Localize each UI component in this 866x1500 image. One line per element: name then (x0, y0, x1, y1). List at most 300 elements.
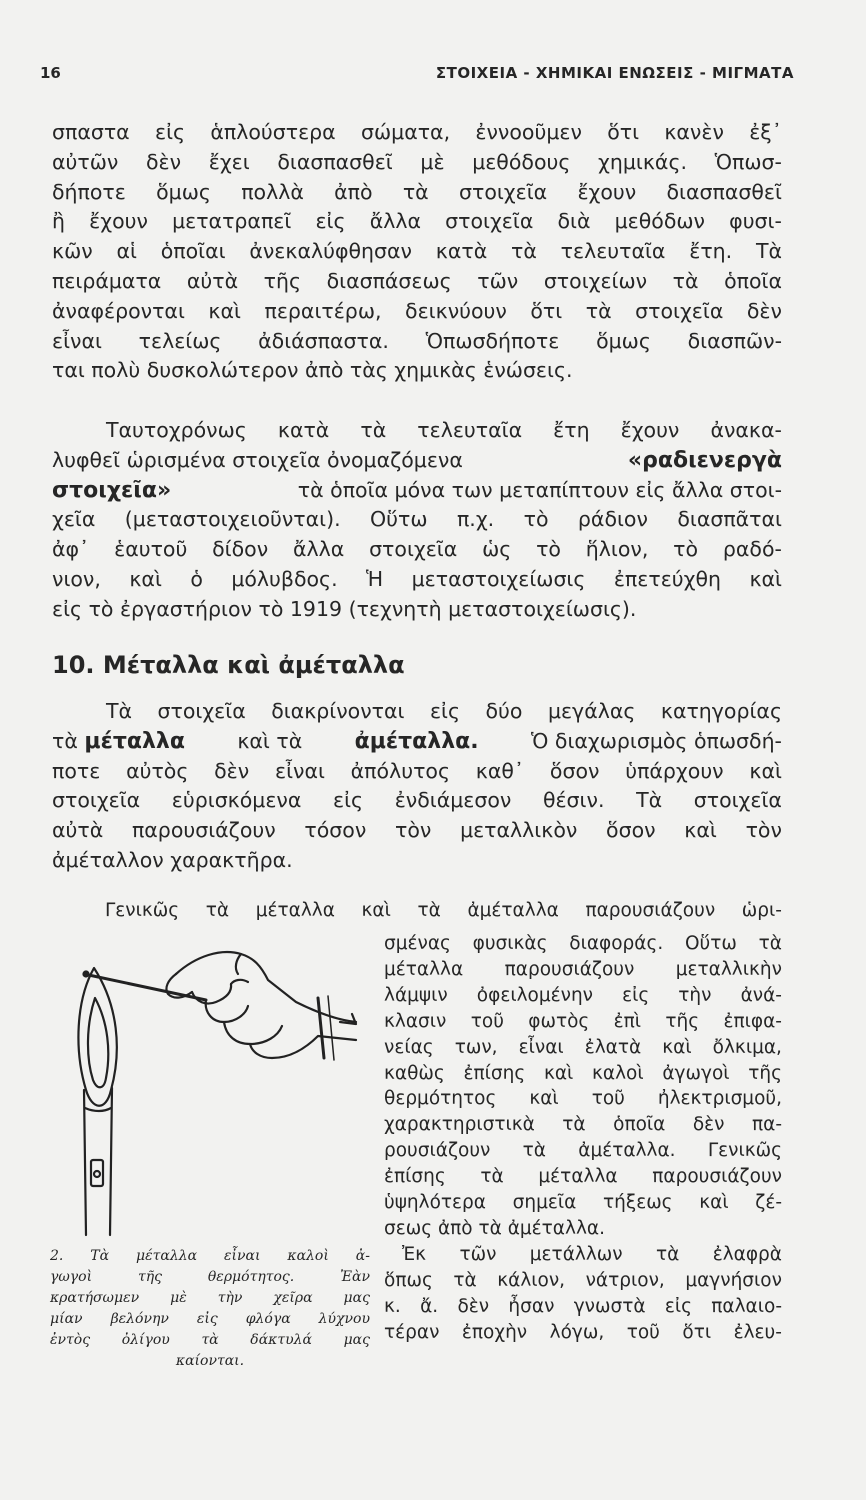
text-line (52, 476, 782, 506)
word: ἐξ᾽ (749, 120, 782, 144)
word: ἐννοοῦμεν (475, 120, 582, 144)
text-line (384, 931, 782, 957)
word: μὲ (170, 1290, 187, 1306)
word: ὡς (482, 537, 512, 562)
word: στοιχεῖα (445, 209, 534, 234)
word: μόλυβδος. (231, 566, 338, 591)
word: ἐλατὰ (584, 1036, 642, 1058)
word: παρουσιάζουν (652, 1166, 782, 1188)
word: Ταυτοχρόνως (106, 418, 247, 442)
word: ἁπλούστερα (210, 120, 336, 144)
word: των, (454, 1036, 498, 1058)
word: μεγάλας (547, 699, 636, 723)
word: καλοὶ (592, 1062, 644, 1084)
word: δὲν (457, 1295, 490, 1317)
word: φλόγα (245, 1311, 291, 1327)
word: μίαν (50, 1311, 83, 1327)
word: σπαστα (52, 120, 130, 144)
word: τῶν (459, 1243, 497, 1265)
word: μέταλλα (538, 1166, 618, 1188)
word: κατὰ (277, 418, 330, 442)
word: ὅτι (682, 1321, 712, 1343)
text-line (384, 1294, 782, 1320)
word: παρουσιάζουν (504, 958, 635, 980)
text-line (52, 297, 782, 327)
word: θερμότητος. (207, 1269, 295, 1285)
caption-line (50, 1267, 370, 1288)
word: ἀμέταλλα. (578, 1140, 676, 1162)
word: λάμψιν (384, 984, 448, 1006)
word: καλοὶ (287, 1248, 329, 1264)
word: ἑαυτοῦ (114, 537, 188, 562)
word: ἐπετεύχθη (613, 566, 722, 591)
word: ὅμως (596, 328, 651, 353)
text-line (384, 1009, 782, 1035)
text-line (384, 1320, 782, 1346)
term-metals: μέταλλα (84, 728, 185, 754)
word: ὁποῖα (613, 1114, 666, 1136)
word: Ὁπωσ- (714, 149, 782, 174)
text-line (52, 816, 782, 846)
word: μετάλλων (529, 1243, 623, 1265)
word: νάτριον, (585, 1269, 665, 1291)
word: Τὰ (90, 1248, 110, 1264)
text-line (384, 1138, 782, 1164)
word: 2. (50, 1248, 64, 1264)
word: ὡρι- (741, 900, 782, 921)
word: στοιχεῖα (458, 179, 548, 204)
word: γνωστὰ (573, 1295, 646, 1317)
word: μεθόδων (614, 209, 706, 234)
word: τοῦ (626, 1321, 660, 1343)
word: στοιχεῖα (52, 788, 141, 813)
word: διακρίνονται (271, 699, 405, 723)
word: ἀδιάσπαστα. (258, 328, 389, 353)
word: εἶναι (223, 1248, 261, 1264)
word: ἐπίσης (463, 1062, 526, 1084)
right-column (384, 931, 782, 1346)
text-line (52, 416, 782, 446)
word: τὴν (678, 984, 712, 1006)
word: τὸν (745, 818, 782, 843)
page-number: 16 (40, 64, 61, 82)
word: κ. (384, 1295, 401, 1317)
word: στοιχεῖα (157, 699, 246, 723)
paragraph-2 (52, 416, 782, 625)
text-line (52, 535, 782, 565)
word: πα- (751, 1114, 782, 1136)
word: ἀπόλυτος (350, 758, 450, 783)
text-line (52, 237, 782, 267)
word: ἀπὸ (334, 179, 373, 204)
word: ἐπίσης (384, 1166, 446, 1188)
word: μέταλλα (255, 900, 335, 921)
word: μας (343, 1290, 370, 1306)
word: τὰ (672, 268, 699, 293)
text-line: σεως ἀπὸ τὰ ἀμέταλλα. (384, 1217, 605, 1239)
word: διὰ (557, 209, 591, 234)
word: ἐπιφα- (723, 1010, 782, 1032)
word: δύο (485, 699, 523, 723)
word: σημεῖα (512, 1192, 577, 1214)
word: σμένας (384, 933, 451, 954)
word: τὰ (453, 1269, 477, 1291)
word: μαγνήσιον (685, 1269, 782, 1291)
word: ἐλευ- (733, 1321, 782, 1343)
word: ἀμέταλλα (467, 900, 559, 921)
word: ὅπως (384, 1269, 433, 1291)
word: τῶν (477, 268, 519, 293)
text-run: λυφθεῖ ὡρισμένα στοιχεῖα ὀνομαζόμενα (52, 447, 463, 472)
word: ἀφ᾽ (52, 537, 90, 562)
word: θέσιν. (542, 788, 605, 813)
word: τὰ (511, 239, 537, 264)
word: ὑψηλότερα (384, 1192, 486, 1214)
word: τέραν (384, 1321, 440, 1343)
word: Οὕτω (684, 933, 737, 954)
figure-caption (50, 1246, 370, 1372)
word: τὰ (402, 179, 429, 204)
word: στοιχεῖα (693, 788, 782, 813)
word: αὐτὸς (126, 758, 189, 783)
word: τελευταῖα (560, 239, 666, 264)
word: ἐπὶ (613, 1010, 642, 1032)
word: μεταστοιχείωσις (411, 566, 586, 591)
word: τὰ (585, 298, 612, 323)
word: ἄ. (420, 1295, 439, 1317)
caption-line (50, 1309, 370, 1330)
word: παρουσιάζουν (585, 900, 716, 921)
word: δὲν (746, 298, 782, 323)
word: χαρακτηριστικὰ (384, 1114, 535, 1136)
text-line (52, 327, 782, 357)
text-line (384, 1035, 782, 1061)
text-line (384, 1061, 782, 1087)
word: καὶ (749, 758, 782, 783)
word: καθ᾽ (475, 758, 525, 783)
running-title: ΣΤΟΙΧΕΙΑ - ΧΗΜΙΚΑΙ ΕΝΩΣΕΙΣ - ΜΙΓΜΑΤΑ (435, 64, 794, 82)
word: ὀλίγου (121, 1332, 170, 1348)
word: ὅτι (607, 120, 640, 144)
word: τὰ (205, 900, 230, 921)
word: εἶναι (518, 1036, 564, 1058)
text-line (52, 505, 782, 535)
word: κατηγορίας (660, 699, 782, 723)
text-line (52, 148, 782, 178)
word: τὸ (536, 537, 561, 562)
word: ἐποχὴν (461, 1321, 528, 1343)
text-line (52, 118, 782, 148)
text-line (384, 983, 782, 1009)
word: μεταλλικὴν (675, 958, 782, 980)
text-line: εἰς τὸ ἐργαστήριον τὸ 1919 (τεχνητὴ μεταστοιχείωσις). (52, 596, 637, 621)
word: δὲν (214, 758, 250, 783)
word: κανὲν (664, 120, 724, 144)
word: μέταλλα (384, 958, 464, 980)
word: ὁποῖαι (160, 239, 226, 264)
word: ὄλκιμα, (712, 1036, 782, 1058)
word: Ἐκ (402, 1243, 427, 1265)
word: ἔχουν (577, 179, 637, 204)
word: διασπασθεῖ (666, 179, 782, 204)
word: χεῖρα (273, 1290, 313, 1306)
word: δὲν (146, 149, 182, 174)
word: ὁποῖα (724, 268, 782, 293)
word: τὰ (562, 1114, 586, 1136)
text-line (52, 727, 782, 757)
text-line (52, 267, 782, 297)
word: κατὰ (435, 239, 488, 264)
word: ὀφειλομένην (476, 984, 594, 1006)
paragraph-1 (52, 118, 782, 386)
word: αὐτῶν (52, 149, 119, 174)
word: καὶ (361, 900, 391, 921)
word: διασπασθεῖ (277, 149, 393, 174)
word: τὰ (758, 933, 782, 954)
word: λόγω, (549, 1321, 605, 1343)
word: πειράματα (52, 268, 162, 293)
word: ποτε (52, 758, 101, 783)
word: εἰς (315, 209, 346, 234)
text-line (384, 1190, 782, 1216)
word: τὰ (201, 1332, 219, 1348)
word: εἶναι (274, 758, 325, 783)
term-radioactive: «ραδιενεργὰ (627, 447, 782, 473)
word: ζέ- (755, 1192, 782, 1214)
caption-line (50, 1351, 370, 1372)
word: καὶ (749, 566, 782, 591)
word: εἶναι (52, 328, 102, 353)
word: ἢ (52, 209, 65, 234)
word: καίονται. (175, 1353, 245, 1369)
word: ὅσον (606, 818, 656, 843)
word: ρουσιάζουν (384, 1140, 491, 1162)
word: (μεταστοιχειοῦνται). (124, 507, 341, 532)
word: περαιτέρω, (264, 298, 382, 323)
word: τελευταῖα (417, 418, 523, 442)
word: σώματα, (361, 120, 451, 144)
word: τὰ (522, 1140, 546, 1162)
word: μετατραπεῖ (172, 209, 292, 234)
word: κρατήσωμεν (50, 1290, 140, 1306)
word: Τὰ (636, 788, 663, 813)
word: Γενικῶς (105, 900, 180, 921)
text-line (52, 178, 782, 208)
word: ὅμως (156, 179, 211, 204)
word: καὶ (208, 298, 241, 323)
word: μεθόδους (472, 149, 571, 174)
word: τὰ (360, 418, 387, 442)
text-line (384, 1164, 782, 1190)
word: παρουσιάζουν (131, 818, 276, 843)
word: ἀνά- (740, 984, 782, 1006)
word: ἔχουν (620, 418, 680, 442)
word: δίδον (212, 537, 269, 562)
word: ἐλαφρὰ (712, 1243, 782, 1265)
word: π.χ. (456, 507, 495, 532)
word: τὴν (217, 1290, 243, 1306)
word: εἰς (196, 1311, 218, 1327)
word: αὐτὰ (52, 818, 104, 843)
word: μας (343, 1332, 370, 1348)
text-line (52, 757, 782, 787)
text-run (52, 727, 185, 757)
text-run: καὶ τὰ (237, 728, 303, 753)
word: νείας (384, 1036, 434, 1058)
text-run: Ὁ διαχωρισμὸς ὁπωσδή- (531, 728, 782, 753)
text-line (384, 957, 782, 983)
word: εὑρισκόμενα (171, 788, 302, 813)
word: δὲν (692, 1114, 725, 1136)
word: πολλὰ (241, 179, 304, 204)
word: δήποτε (52, 179, 126, 204)
word: εἰς (333, 788, 364, 813)
word: καὶ (699, 1192, 729, 1214)
word: διασπάσεως (326, 268, 452, 293)
word: ὁ (190, 566, 203, 591)
word: ὅτι (530, 298, 563, 323)
word: κλασιν (384, 1010, 447, 1032)
word: Τὰ (106, 699, 133, 723)
word: ἐντὸς (50, 1332, 91, 1348)
section-heading: 10. Μέταλλα καὶ ἀμέταλλα (52, 651, 405, 679)
word: αὐτὰ (186, 268, 239, 293)
word: ὅσον (549, 758, 600, 783)
word: νιον, (52, 566, 101, 591)
word: ἀ- (355, 1248, 370, 1264)
text-line: ἀμέταλλον χαρακτῆρα. (52, 847, 293, 872)
word: ἀνεκαλύφθησαν (249, 239, 412, 264)
word: ἄλλα (369, 209, 421, 234)
text-line (384, 1086, 782, 1112)
text-run: τὰ (52, 728, 78, 753)
word: ἔτη. (689, 239, 733, 264)
word: ἔχει (208, 149, 250, 174)
word: καὶ (662, 1036, 692, 1058)
word: χημικάς. (598, 149, 687, 174)
word: λύχνου (318, 1311, 370, 1327)
word: θερμότητος (384, 1088, 497, 1110)
word: φυσι- (729, 209, 782, 234)
word: τοῦ (470, 1010, 504, 1032)
text-line (52, 446, 782, 476)
word: διαφοράς. (569, 933, 664, 954)
word: τὰ (655, 1243, 680, 1265)
word: ἦσαν (508, 1295, 555, 1317)
word: φυσικὰς (472, 933, 548, 954)
word: ραδό- (722, 537, 782, 562)
word: εἰς (622, 984, 650, 1006)
word: τῆς (137, 1269, 162, 1285)
word: τὸν (395, 818, 432, 843)
word: ἀνακα- (710, 418, 782, 442)
text-line (384, 1242, 782, 1268)
text-line (384, 1112, 782, 1138)
term-nonmetals: ἀμέταλλα. (354, 728, 479, 754)
word: τῆς (748, 1062, 782, 1084)
word: Τὰ (755, 239, 782, 264)
word: ἠλεκτρισμοῦ, (657, 1088, 782, 1110)
word: διασπῶν- (687, 328, 782, 353)
word: ἄλλα (292, 537, 345, 562)
word: Ἡ (366, 566, 384, 591)
word: βελόνην (110, 1311, 169, 1327)
word: καὶ (684, 818, 717, 843)
word: εἰς (664, 1295, 692, 1317)
word: ἀναφέρονται (52, 298, 185, 323)
figure-hand-needle-flame (56, 940, 376, 1240)
paragraph-3 (52, 697, 782, 876)
word: δάκτυλά (250, 1332, 312, 1348)
word: στοιχεῖα (369, 537, 458, 562)
hand-holding-needle-in-flame-icon (56, 940, 376, 1240)
word: ἐνδιάμεσον (394, 788, 512, 813)
caption-line (50, 1246, 370, 1267)
text-line: ται πολὺ δυσκολώτερον ἀπὸ τὰς χημικὰς ἑνώσεις. (52, 358, 573, 383)
word: ἔχουν (89, 209, 148, 234)
word: αἱ (116, 239, 137, 264)
caption-line (50, 1288, 370, 1309)
text-line (105, 900, 782, 921)
word: στοιχείων (543, 268, 648, 293)
text-line (52, 697, 782, 727)
text-line (52, 786, 782, 816)
text-line (52, 565, 782, 595)
text-line (52, 207, 782, 237)
word: ἥλιον, (585, 537, 649, 562)
word: ἔτη (553, 418, 590, 442)
term-elements: στοιχεῖα» (52, 477, 172, 503)
word: κάλιον, (497, 1269, 566, 1291)
word: χεῖα (52, 507, 96, 532)
word: τόσον (304, 818, 367, 843)
word: Γενικῶς (707, 1140, 782, 1162)
word: ὑπάρχουν (625, 758, 724, 783)
word: Ἐὰν (340, 1269, 370, 1285)
word: τελείως (138, 328, 222, 353)
word: τῆς (665, 1010, 700, 1032)
text-run: τὰ ὁποῖα μόνα των μεταπίπτουν εἰς ἄλλα στοι- (297, 477, 782, 502)
word: μεταλλικὸν (460, 818, 578, 843)
word: καθὼς (384, 1062, 445, 1084)
word: ράδιον (577, 507, 648, 532)
word: τήξεως (603, 1192, 673, 1214)
word: τὰ (480, 1166, 504, 1188)
caption-line (50, 1330, 370, 1351)
word: δεικνύουν (405, 298, 507, 323)
word: γωγοὶ (50, 1269, 93, 1285)
word: τὰ (417, 900, 441, 921)
word: ἀγωγοὶ (662, 1062, 730, 1084)
word: τὸ (523, 507, 549, 532)
word: καὶ (129, 566, 162, 591)
word: κῶν (52, 239, 93, 264)
word: τοῦ (591, 1088, 625, 1110)
word: μέταλλα (136, 1248, 198, 1264)
word: Οὕτω (370, 507, 428, 532)
word: καὶ (543, 1062, 574, 1084)
word: τῆς (263, 268, 302, 293)
word: μὲ (420, 149, 445, 174)
word: τὸ (673, 537, 699, 562)
word: εἰς (155, 120, 186, 144)
word: φωτὸς (528, 1010, 590, 1032)
word: Ὁπωσδήποτε (425, 328, 560, 353)
page-header (40, 64, 794, 90)
word: παλαιο- (711, 1295, 782, 1317)
word: στοιχεῖα (635, 298, 724, 323)
word: διασπᾶται (677, 507, 782, 532)
